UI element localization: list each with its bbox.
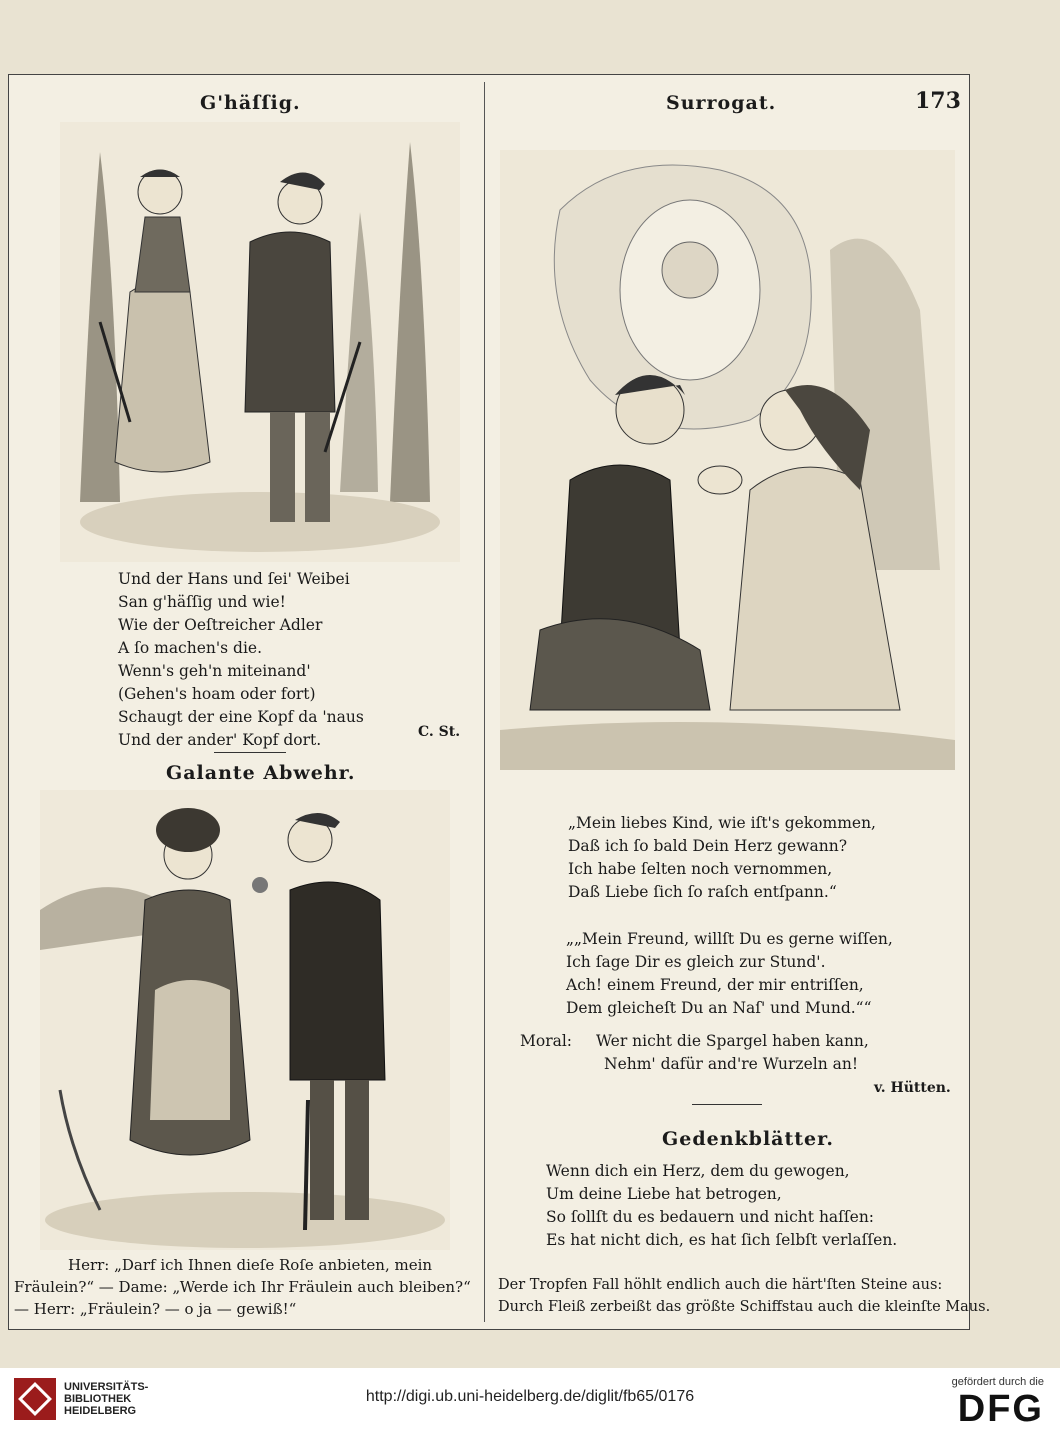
library-line: UNIVERSITÄTS- xyxy=(64,1381,149,1393)
dfg-logo[interactable] xyxy=(952,1376,1044,1430)
poem-ghaessig-stanza2 xyxy=(118,660,364,752)
dfg-wordmark: DFG xyxy=(957,1388,1044,1430)
signature-cst: C. St. xyxy=(418,724,461,740)
poem-line: A ſo machen's die. xyxy=(118,639,262,657)
poem-gedenkblaetter xyxy=(546,1160,897,1252)
caption-line: Herr: „Darf ich Ihnen dieſe Roſe anbieten, mein xyxy=(68,1256,433,1274)
poem-line: Und der Hans und ſei' Weibei xyxy=(118,570,350,588)
title-galante-abwehr: Galante Abwehr. xyxy=(166,762,356,784)
proverb xyxy=(498,1274,990,1318)
illustration-surrogat-couple xyxy=(500,150,955,770)
poem-line: Dem gleicheſt Du an Naſ' und Mund.““ xyxy=(566,999,872,1017)
poem-surrogat-stanza2 xyxy=(566,928,893,1020)
poem-line: Und der ander' Kopf dort. xyxy=(118,731,322,749)
title-ghaessig: G'häſſig. xyxy=(200,92,301,114)
poem-line: Schaugt der eine Kopf da 'naus xyxy=(118,708,364,726)
caption-line: — Herr: „Fräulein? — o ja — gewiß!“ xyxy=(14,1300,297,1318)
illustration-gentleman-rose xyxy=(40,790,450,1250)
poem-line: San g'häſſig und wie! xyxy=(118,593,286,611)
footer-bar xyxy=(0,1368,1060,1448)
moral-text xyxy=(596,1030,869,1076)
section-rule xyxy=(214,752,286,753)
poem-ghaessig-stanza1 xyxy=(118,568,350,660)
caption-galante-abwehr xyxy=(14,1254,471,1320)
proverb-line: Durch Fleiß zerbeißt das größte Schiffstau auch die kleinſte Maus. xyxy=(498,1299,991,1315)
poem-line: Ich ſage Dir es gleich zur Stund'. xyxy=(566,953,826,971)
poem-surrogat-stanza1 xyxy=(568,812,876,904)
column-divider xyxy=(484,82,485,1322)
poem-line: Ich habe ſelten noch vernommen, xyxy=(568,860,833,878)
poem-line: Daß Liebe ſich ſo raſch entſpann.“ xyxy=(568,883,837,901)
poem-line: (Gehen's hoam oder fort) xyxy=(118,685,316,703)
source-url-link[interactable]: http://digi.ub.uni-heidelberg.de/diglit/fb65/0176 xyxy=(365,1388,695,1405)
poem-line: Daß ich ſo bald Dein Herz gewann? xyxy=(568,837,847,855)
signature-v-huetten: v. Hütten. xyxy=(874,1080,951,1096)
illustration-couple-peasants xyxy=(60,122,460,562)
poem-line: Um deine Liebe hat betrogen, xyxy=(546,1185,782,1203)
caption-line: Fräulein?“ — Dame: „Werde ich Ihr Fräulein auch bleiben?“ xyxy=(14,1278,471,1296)
proverb-line: Der Tropfen Fall höhlt endlich auch die härt'ſten Steine aus: xyxy=(498,1277,943,1293)
moral-line: Nehm' dafür and're Wurzeln an! xyxy=(604,1055,859,1073)
funded-by-text: gefördert durch die xyxy=(951,1376,1044,1388)
poem-line: So ſollſt du es bedauern und nicht haſſen: xyxy=(546,1208,875,1226)
poem-line: Wie der Oeſtreicher Adler xyxy=(118,616,323,634)
library-line: BIBLIOTHEK xyxy=(64,1393,132,1405)
page-number: 173 xyxy=(915,88,961,114)
library-line: HEIDELBERG xyxy=(64,1405,137,1417)
poem-line: Es hat nicht dich, es hat ſich ſelbſt verlaſſen. xyxy=(546,1231,898,1249)
poem-line: „„Mein Freund, willſt Du es gerne wiſſen, xyxy=(566,930,893,948)
poem-line: „Mein liebes Kind, wie iſt's gekommen, xyxy=(568,814,876,832)
poem-line: Wenn's geh'n miteinand' xyxy=(118,662,311,680)
section-rule xyxy=(692,1104,762,1105)
title-gedenkblaetter: Gedenkblätter. xyxy=(662,1128,835,1150)
moral-label-text: Moral: xyxy=(520,1032,573,1050)
title-surrogat: Surrogat. xyxy=(666,92,777,114)
moral-line: Wer nicht die Spargel haben kann, xyxy=(596,1032,869,1050)
poem-line: Ach! einem Freund, der mir entriſſen, xyxy=(566,976,864,994)
poem-line: Wenn dich ein Herz, dem du gewogen, xyxy=(546,1162,850,1180)
moral-label xyxy=(520,1030,572,1053)
